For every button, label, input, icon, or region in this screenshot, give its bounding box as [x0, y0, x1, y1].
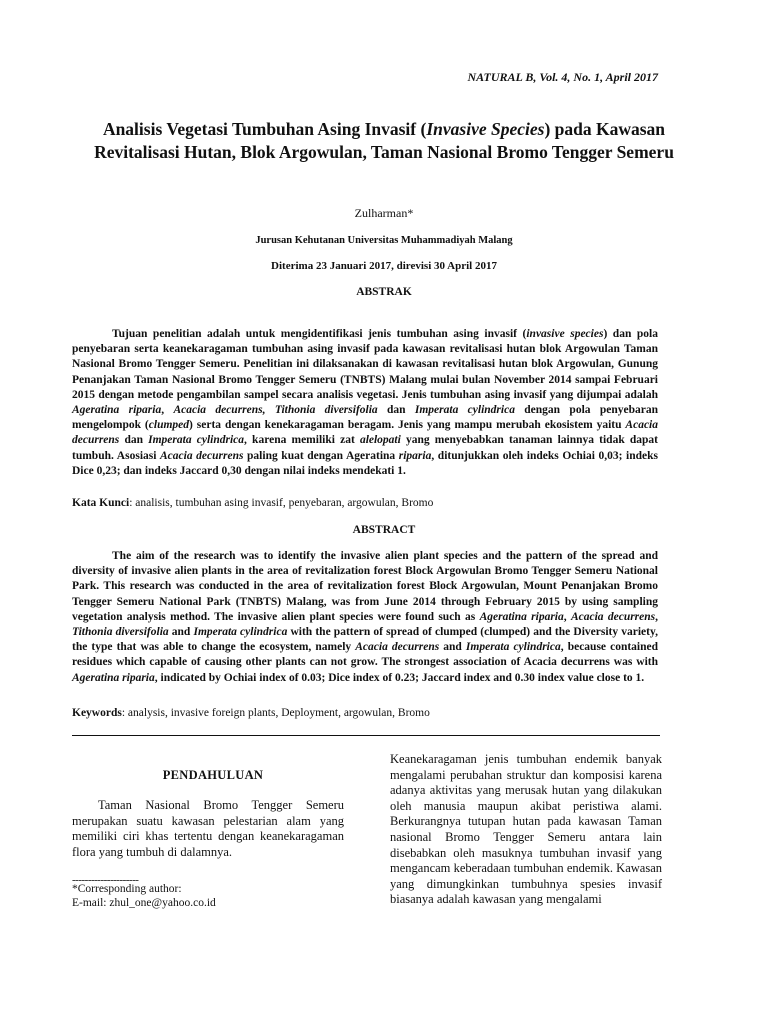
italic-term: Tithonia diversifolia [72, 626, 169, 639]
text-run: yang menyebabkan tanaman lainnya tidak dapat tumbuh. Asosiasi [72, 434, 658, 462]
footnote-separator: --------------------- [72, 874, 139, 886]
submission-dates: Diterima 23 Januari 2017, direvisi 30 April 2017 [271, 260, 497, 272]
italic-term: Imperata cylindrica [465, 641, 561, 654]
kata-kunci-terms: : analisis, tumbuhan asing invasif, penyebaran, argowulan, Bromo [129, 497, 434, 509]
italic-term: riparia [398, 449, 432, 462]
keywords [72, 707, 672, 719]
text-run: , because contained residues which capable of causing other plants can not grow. The strongest association of Acacia decurrens was with [72, 641, 659, 669]
section-heading-pendahuluan: PENDAHULUAN [162, 768, 264, 782]
text-run: and [168, 626, 194, 639]
italic-term: Imperata cylindrica [193, 626, 288, 639]
text-run: dan [119, 434, 149, 447]
italic-term: Imperata cylindrica [148, 434, 245, 447]
abstract-heading: ABSTRACT [352, 524, 416, 536]
italic-term: alelopati [359, 434, 401, 447]
kata-kunci [72, 497, 672, 509]
text-run: , ditunjukkan oleh indeks Ochiai 0,03; indeks Dice 0,23; dan indeks Jaccard 0,30 dengan nilai indeks mendekati 1. [72, 449, 658, 477]
abstract-body [72, 549, 658, 686]
intro-paragraph-right: Keanekaragaman jenis tumbuhan endemik banyak mengalami perubahan struktur dan komposisi karena adanya aktivitas yang merusak hutan yang dilakukan oleh manusia maupun akibat peristiwa alami. Berkurangnya tutupan hutan pada kawasan Taman nasional Bromo Tengger Semeru antara lain disebabkan oleh masuknya tumbuhan invasif yang mengancam keberadaan tumbuhan endemik. Kawasan yang dimungkinkan tumbuhnya spesies invasif biasanya adalah kawasan yang mengalami [390, 752, 662, 907]
footnote-email: E-mail: zhul_one@yahoo.co.id [72, 896, 216, 909]
text-run: The aim of the research was to identify the invasive alien plant species and the pattern of the spread and diversity of invasive alien plants in the area of revitalization forest Block Argowulan Bromo Tengger Semeru National Park. This research was conducted in the area of revitalization forest Block Argowulan, Mount Penanjakan Bromo Tengger Semeru National Park (TNBTS) Malang, was from June 2014 through February 2015 by using sampling vegetation analysis method. The invasive alien plant species were found such as [72, 550, 658, 623]
italic-term: invasive species [526, 328, 604, 340]
italic-term: clumped [148, 419, 190, 432]
journal-citation: NATURAL B, Vol. 4, No. 1, April 2017 [467, 70, 658, 84]
italic-term: Imperata cylindrica [414, 404, 515, 417]
text-run: , [161, 404, 174, 417]
title-part-1: Analisis Vegetasi Tumbuhan Asing Invasif ( [102, 119, 427, 139]
italic-term: Acacia decurrens [570, 610, 656, 623]
intro-paragraph-left: Taman Nasional Bromo Tengger Semeru merupakan suatu kawasan pelestarian alam yang memiliki ciri khas tertentu dengan keanekaragaman flora yang tumbuh di dalamnya. [72, 798, 344, 859]
text-run: ) serta dengan kenekaragaman beragam. Jenis yang mampu merubah ekosistem yaitu [189, 419, 626, 432]
text-run: , karena memiliki zat [244, 434, 360, 447]
text-run: ) dan pola penyebaran serta keanekaragaman tumbuhan asing invasif pada kawasan revitalisasi hutan blok Argowulan Taman Nasional Bromo Tengger Semeru. Penelitian ini dilaksanakan di kawasan revitalisasi hutan blok Argowulan, Gunung Penanjakan Taman Nasional Bromo Tengger Semeru (TNBTS) Malang mulai bulan November 2014 sampai Februari 2015 dengan metode pengambilan sampel secara analisis vegetasi. Jenis tumbuhan asing invasif yang dijumpai adalah [72, 328, 658, 401]
text-run: , indicated by Ochiai index of 0.03; Dice index of 0.23; Jaccard index and 0.30 index value close to 1. [154, 671, 645, 684]
footnote-corresponding-author: *Corresponding author: [72, 883, 182, 895]
author-name: Zulharman* [354, 206, 414, 220]
text-run: , [563, 610, 571, 623]
footnote [72, 883, 352, 910]
text-run: Tujuan penelitian adalah untuk mengidentifikasi jenis tumbuhan asing invasif ( [112, 328, 527, 340]
text-run: and [439, 641, 466, 654]
title-part-2: ) pada Kawasan Revitalisasi Hutan, Blok Argowulan, Taman Nasional Bromo Tengger Semeru [94, 119, 674, 162]
abstrak-body [72, 327, 658, 479]
title-italic-term: Invasive Species [426, 119, 545, 139]
italic-term: Acacia decurrens, Tithonia diversifolia [173, 404, 378, 417]
text-run: dan [377, 404, 415, 417]
abstrak-heading: ABSTRAK [356, 286, 412, 298]
text-run: paling kuat dengan Ageratina [243, 449, 399, 462]
italic-term: Ageratina riparia [72, 404, 162, 417]
italic-term: Ageratina riparia [479, 610, 564, 623]
keywords-terms: : analysis, invasive foreign plants, Deployment, argowulan, Bromo [121, 707, 430, 719]
text-run: with the pattern of spread of clumped (clumped) and the Diversity variety, the type that was able to change the ecosystem, namely [72, 626, 658, 654]
kata-kunci-label: Kata Kunci [72, 497, 130, 509]
author-affiliation: Jurusan Kehutanan Universitas Muhammadiyah Malang [255, 235, 513, 246]
text-run: , [655, 610, 659, 623]
text-run: dengan pola penyebaran mengelompok ( [72, 404, 658, 432]
paper-title [72, 118, 696, 164]
keywords-label: Keywords [72, 707, 122, 719]
italic-term: Acacia decurrens [355, 641, 440, 654]
italic-term: Acacia decurrens [72, 419, 658, 447]
italic-term: Acacia decurrens [160, 449, 244, 462]
italic-term: Ageratina riparia [72, 671, 155, 684]
section-divider [72, 735, 660, 736]
